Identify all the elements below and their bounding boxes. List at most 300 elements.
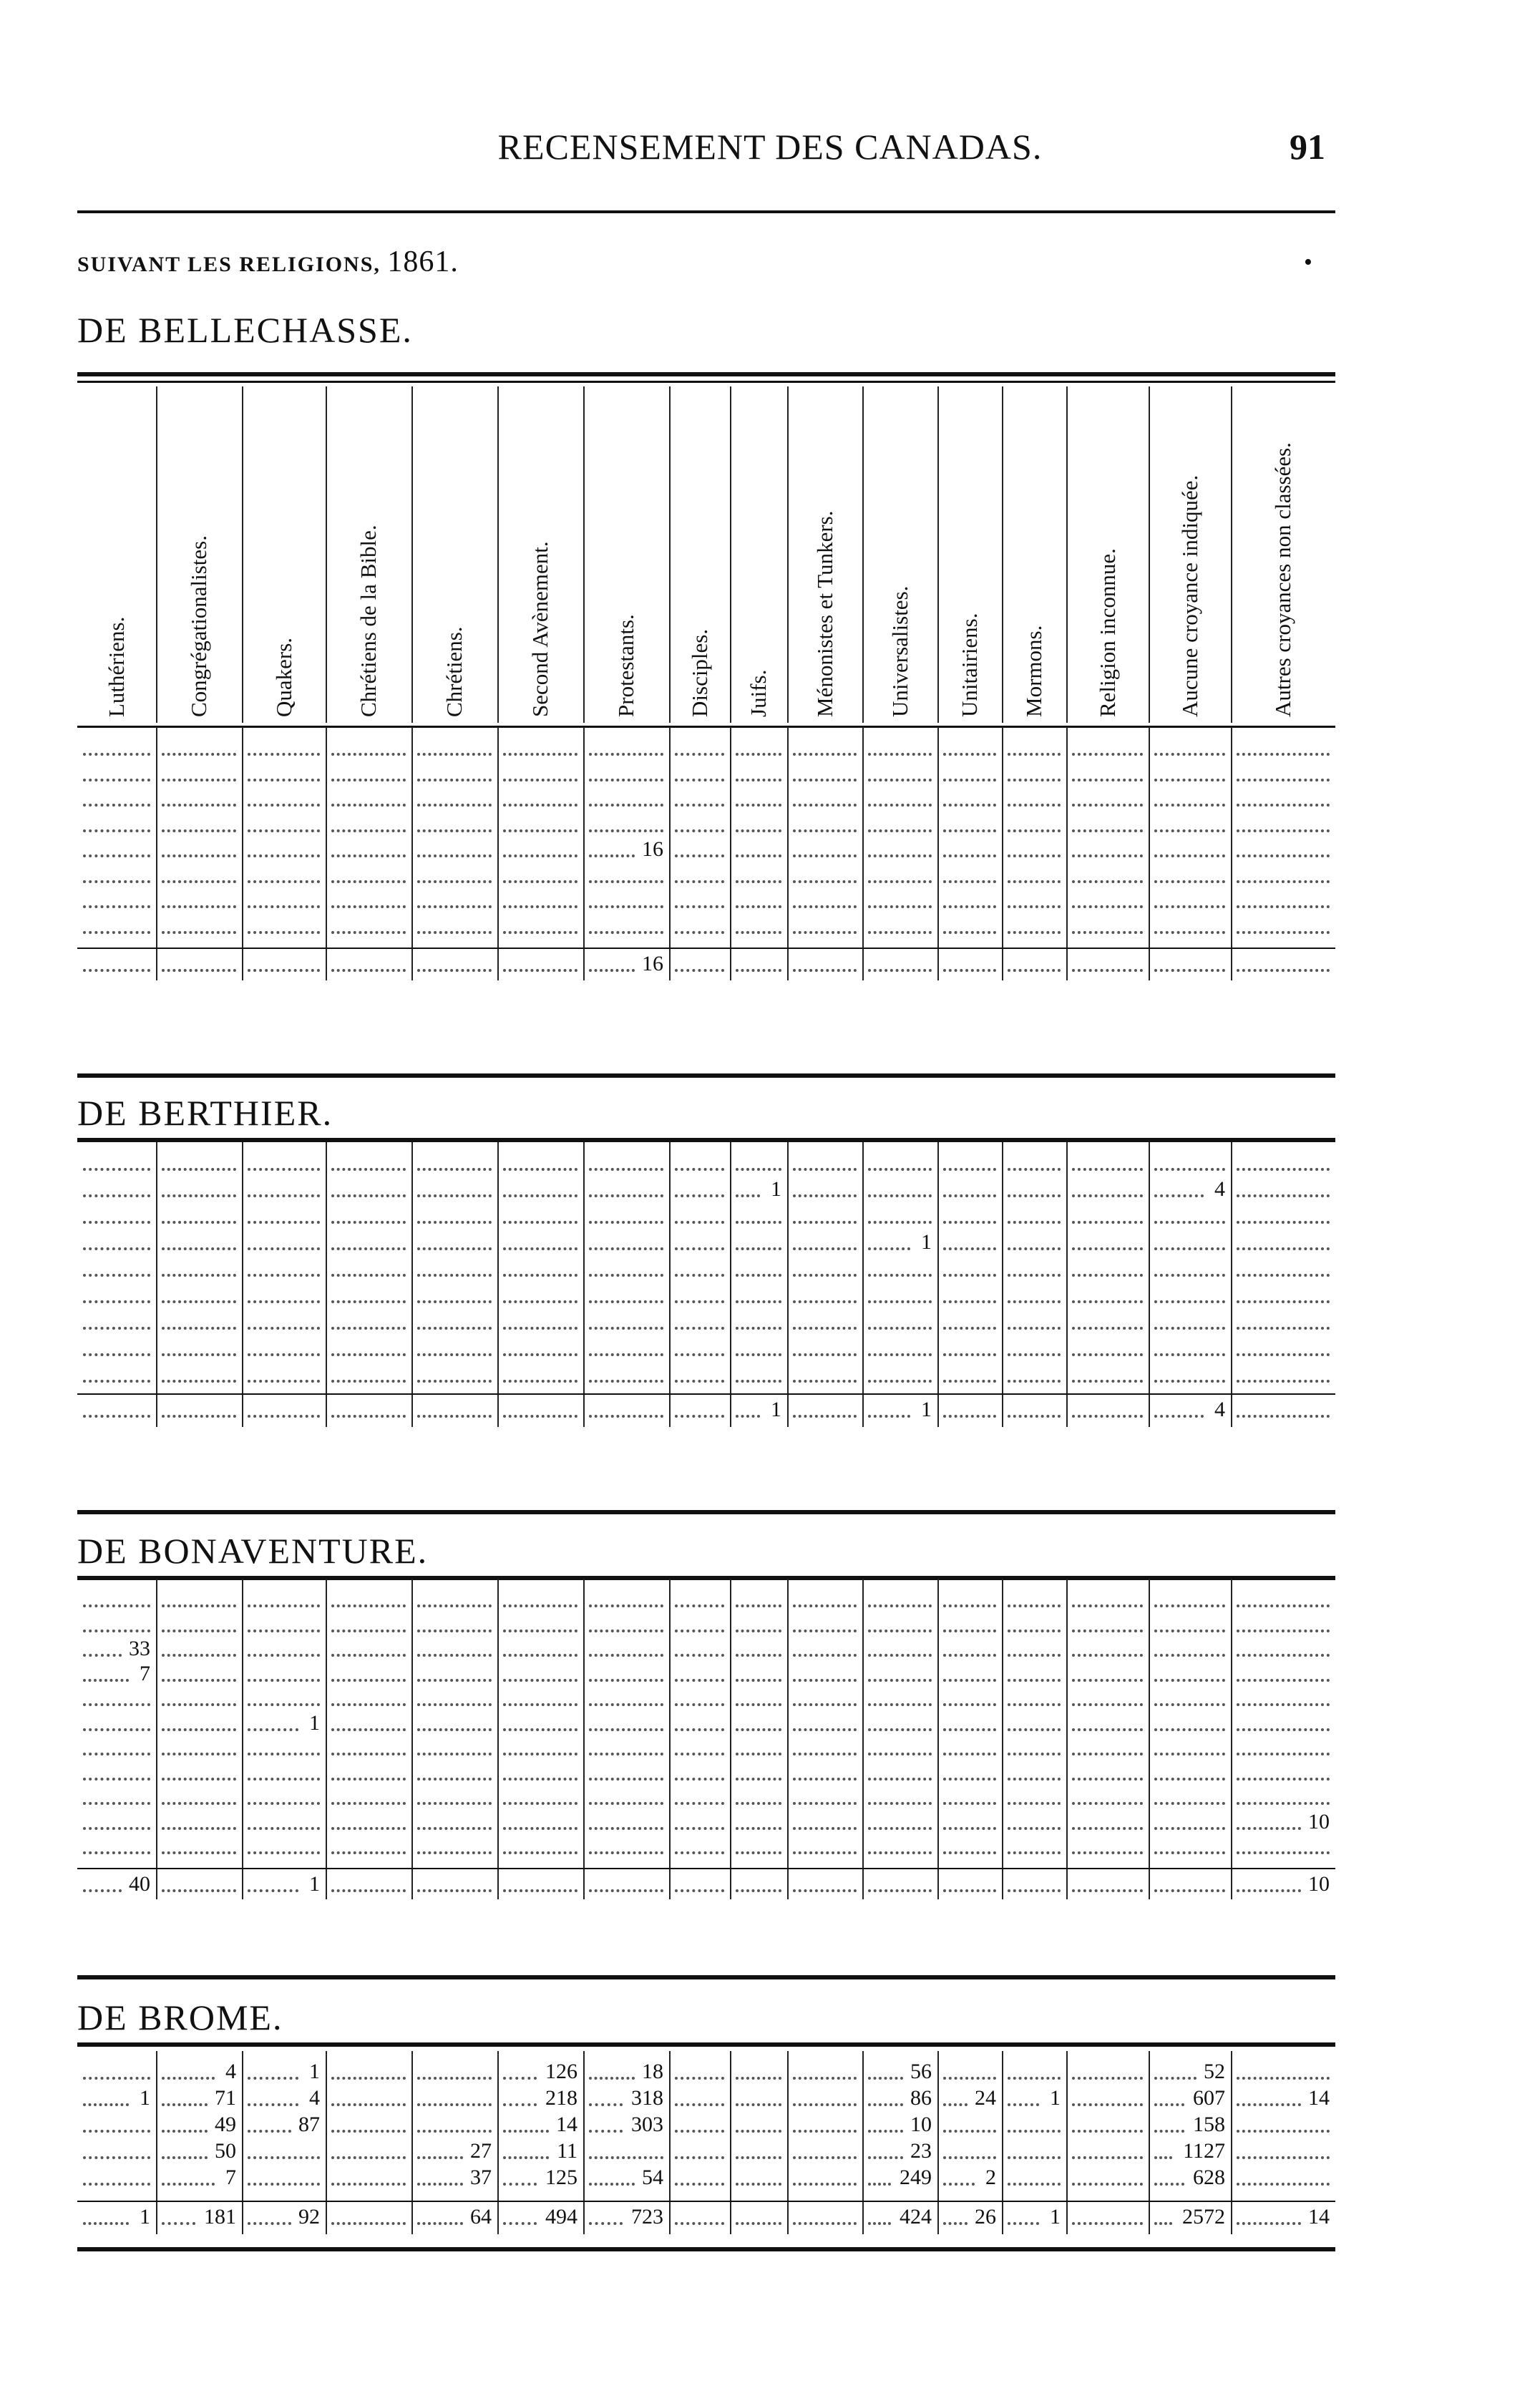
total-leader [503,1889,578,1894]
leader-dots [162,1300,236,1305]
leader-dots [1154,1851,1225,1856]
total-leader [1072,2222,1143,2226]
leader-dots [503,1703,578,1708]
total-rule [77,948,1335,949]
leader-dots [675,1753,724,1757]
leader-dots [331,1802,406,1806]
leader-dots [1154,1353,1225,1358]
leader-dots [868,1168,932,1172]
column-divider [1231,1142,1232,1427]
leader-dots [1072,829,1143,834]
leader-dots [793,2156,857,2161]
leader-dots [675,1604,724,1609]
leader-dots [1008,1247,1061,1252]
column-divider [326,1142,327,1427]
column-divider [242,1579,243,1899]
leader-dots [675,854,724,859]
total-leader [736,2222,781,2226]
leader-dots [943,1802,996,1806]
leader-dots [1237,1703,1330,1708]
leader-dots [675,1221,724,1225]
total-value: 1 [771,1398,781,1421]
leader-dots [1154,1728,1225,1733]
leader-dots [83,1728,150,1733]
leader-dots [589,1274,663,1278]
leader-dots [943,905,996,910]
leader-dots [417,905,492,910]
leader-dots [736,2183,781,2187]
total-value: 1 [140,2205,150,2229]
total-leader [868,1889,932,1894]
leader-dots [589,1728,663,1733]
leader-dots [943,854,996,859]
total-leader [1154,1889,1225,1894]
leader-dots [503,1300,578,1305]
leader-dots [248,1679,320,1683]
column-divider [1002,2051,1003,2234]
leader-dots [248,804,320,808]
leader-dots [1154,1327,1225,1331]
leader-dots [736,1327,781,1331]
leader-dots [1072,2103,1143,2108]
section-top-rule [77,1576,1335,1580]
section-top-rule [77,1138,1335,1142]
column-divider [937,727,939,980]
cell-value: 50 [215,2139,236,2163]
leader-dots [1237,1300,1330,1305]
cell-value: 1 [309,2060,320,2083]
leader-dots [1154,1654,1225,1658]
leader-dots [868,1753,932,1757]
leader-dots [248,1654,320,1658]
leader-dots [589,1327,663,1331]
leader-dots [1154,1274,1225,1278]
leader-dots [417,1168,492,1172]
leader-dots [417,804,492,808]
leader-dots [1237,905,1330,910]
leader-dots [943,1728,996,1733]
leader-dots [589,1753,663,1757]
leader-dots [675,1380,724,1384]
leader-dots [162,1194,236,1199]
leader-dots [83,753,150,757]
leader-dots [793,1274,857,1278]
leader-dots [503,804,578,808]
leader-dots [248,753,320,757]
cell-value: 33 [129,1637,150,1660]
leader-dots [331,1703,406,1708]
leader-dots [1072,1728,1143,1733]
leader-dots [162,854,236,859]
leader-dots [1008,829,1061,834]
total-leader [675,1889,724,1894]
leader-dots [503,1630,578,1634]
leader-dots [736,1247,781,1252]
total-value: 10 [1308,1871,1330,1896]
cell-value: 7 [140,1661,150,1685]
column-header-label: Unitairiens. [957,613,982,717]
leader-dots [503,779,578,783]
leader-dots [793,1851,857,1856]
cell-value: 14 [556,2113,578,2136]
total-leader [162,1889,236,1894]
leader-dots [1072,1274,1143,1278]
leader-dots [1072,1778,1143,1782]
leader-dots [1008,1630,1061,1634]
leader-dots [589,753,663,757]
leader-dots [793,1802,857,1806]
leader-dots [503,1194,578,1199]
leader-dots [1072,1168,1143,1172]
leader-dots [1072,1654,1143,1658]
leader-dots [868,1300,932,1305]
leader-dots [736,2156,781,2161]
total-value: 181 [204,2205,236,2229]
leader-dots [162,1728,236,1733]
leader-dots [331,2103,406,2108]
total-value: 424 [900,2205,932,2229]
leader-dots [1008,1703,1061,1708]
leader-dots [162,1654,236,1658]
column-divider [583,2051,585,2234]
total-leader [248,969,320,973]
leader-dots [793,905,857,910]
leader-dots [1154,779,1225,783]
leader-dots [1008,1654,1061,1658]
leader-dots [1008,1353,1061,1358]
leader-dots [162,804,236,808]
total-leader [1154,969,1225,973]
total-leader [417,1415,492,1419]
leader-dots [417,829,492,834]
cell-value: 4 [309,2086,320,2110]
cell-value: 11 [557,2139,578,2163]
leader-dots [736,1679,781,1683]
leader-dots [589,1802,663,1806]
total-leader [331,1889,406,1894]
leader-dots [503,1168,578,1172]
column-divider [1231,1579,1232,1899]
leader-dots [1008,1327,1061,1331]
leader-dots [1154,880,1225,885]
leader-dots [675,1300,724,1305]
cell-value: 628 [1193,2166,1225,2189]
leader-dots [736,854,781,859]
section-bottom-rule [77,1073,1335,1078]
section-top-rule [77,2042,1335,2047]
leader-dots [868,1353,932,1358]
leader-dots [248,1194,320,1199]
leader-dots [943,829,996,834]
leader-dots [1237,1353,1330,1358]
leader-dots [248,2183,320,2187]
leader-dots [417,1802,492,1806]
total-leader [83,969,150,973]
leader-dots [83,829,150,834]
leader-dots [417,1778,492,1782]
leader-dots [331,1274,406,1278]
leader-dots [1008,1778,1061,1782]
leader-dots [1072,2183,1143,2187]
cell-value: 23 [910,2139,932,2163]
leader-dots [736,804,781,808]
leader-dots [1237,854,1330,859]
leader-dots [675,1802,724,1806]
leader-dots [675,2183,724,2187]
leader-dots [503,1827,578,1831]
leader-dots [589,880,663,885]
leader-dots [1237,1753,1330,1757]
leader-dots [943,1194,996,1199]
column-divider [937,2051,939,2234]
total-value: 2572 [1182,2205,1225,2229]
leader-dots [503,1802,578,1806]
leader-dots [589,931,663,935]
leader-dots [83,880,150,885]
leader-dots [162,1851,236,1856]
total-value: 1 [309,1871,320,1896]
leader-dots [1237,1851,1330,1856]
leader-dots [1008,779,1061,783]
column-header-label: Religion inconnue. [1094,548,1120,717]
column-divider [1149,727,1150,980]
leader-dots [589,905,663,910]
total-leader [1072,1415,1143,1419]
leader-dots [83,1221,150,1225]
leader-dots [1154,931,1225,935]
column-divider [583,727,585,980]
leader-dots [675,779,724,783]
leader-dots [675,1168,724,1172]
column-divider [1002,727,1003,980]
column-divider [1002,1142,1003,1427]
leader-dots [83,1604,150,1609]
leader-dots [331,880,406,885]
leader-dots [83,1380,150,1384]
leader-dots [1008,1300,1061,1305]
leader-dots [1008,2183,1061,2187]
leader-dots [417,1728,492,1733]
column-divider [497,1142,499,1427]
leader-dots [503,1247,578,1252]
leader-dots [943,1380,996,1384]
leader-dots [675,1851,724,1856]
total-leader [83,1415,150,1419]
leader-dots [248,931,320,935]
leader-dots [868,1679,932,1683]
leader-dots [1008,1827,1061,1831]
leader-dots [162,1778,236,1782]
leader-dots [589,1221,663,1225]
leader-dots [162,1168,236,1172]
leader-dots [736,2130,781,2134]
leader-dots [793,753,857,757]
leader-dots [503,931,578,935]
leader-dots [736,1753,781,1757]
leader-dots [248,905,320,910]
leader-dots [1237,2077,1330,2081]
leader-dots [83,804,150,808]
leader-dots [1072,804,1143,808]
section-bottom-rule [77,1975,1335,1979]
leader-dots [331,1221,406,1225]
leader-dots [1008,854,1061,859]
leader-dots [417,2130,492,2134]
leader-dots [417,1827,492,1831]
leader-dots [162,1679,236,1683]
leader-dots [1072,2130,1143,2134]
column-header-label: Ménonistes et Tunkers. [812,510,837,717]
leader-dots [503,1753,578,1757]
leader-dots [83,1274,150,1278]
leader-dots [793,2183,857,2187]
leader-dots [1072,1194,1143,1199]
leader-dots [793,779,857,783]
leader-dots [943,880,996,885]
leader-dots [943,931,996,935]
leader-dots [675,829,724,834]
leader-dots [83,1703,150,1708]
leader-dots [589,1851,663,1856]
leader-dots [1008,1221,1061,1225]
leader-dots [1008,880,1061,885]
column-divider [242,727,243,980]
leader-dots [162,1604,236,1609]
leader-dots [1237,1327,1330,1331]
leader-dots [868,1802,932,1806]
leader-dots [675,1274,724,1278]
cell-value: 86 [910,2086,932,2110]
leader-dots [589,1194,663,1199]
leader-dots [162,829,236,834]
column-header-label: Autres croyances non classées. [1270,442,1295,717]
leader-dots [331,1630,406,1634]
leader-dots [868,1630,932,1634]
leader-dots [736,829,781,834]
leader-dots [943,1247,996,1252]
leader-dots [1072,905,1143,910]
leader-dots [868,1380,932,1384]
total-leader [162,969,236,973]
leader-dots [736,1778,781,1782]
total-leader [503,1415,578,1419]
leader-dots [793,1247,857,1252]
leader-dots [589,1353,663,1358]
leader-dots [331,1753,406,1757]
column-divider [862,2051,864,2234]
leader-dots [417,1300,492,1305]
leader-dots [943,1353,996,1358]
leader-dots [503,1851,578,1856]
cell-value: 158 [1193,2113,1225,2136]
total-leader [248,1415,320,1419]
column-header-label: Universalistes. [887,585,912,717]
leader-dots [1237,2130,1330,2134]
total-leader [331,2222,406,2226]
leader-dots [83,1194,150,1199]
leader-dots [417,2103,492,2108]
total-leader [417,1889,492,1894]
leader-dots [162,1827,236,1831]
total-leader [417,969,492,973]
leader-dots [331,1194,406,1199]
leader-dots [1072,1247,1143,1252]
leader-dots [675,1728,724,1733]
leader-dots [331,2183,406,2187]
leader-dots [331,1168,406,1172]
leader-dots [248,1327,320,1331]
column-header-label: Chrétiens de la Bible. [356,525,381,717]
column-divider [156,2051,157,2234]
leader-dots [331,2077,406,2081]
leader-dots [943,1827,996,1831]
leader-dots [675,1703,724,1708]
leader-dots [736,1851,781,1856]
leader-dots [331,1300,406,1305]
subtitle-prefix: SUIVANT LES RELIGIONS, [77,253,381,276]
leader-dots [503,880,578,885]
leader-dots [868,1194,932,1199]
column-divider [1149,1142,1150,1427]
leader-dots [503,1654,578,1658]
leader-dots [675,1247,724,1252]
leader-dots [331,829,406,834]
leader-dots [868,1327,932,1331]
leader-dots [675,880,724,885]
leader-dots [1154,753,1225,757]
leader-dots [331,1353,406,1358]
leader-dots [1154,1679,1225,1683]
leader-dots [868,1221,932,1225]
leader-dots [83,1778,150,1782]
leader-dots [943,1753,996,1757]
leader-dots [1154,1630,1225,1634]
leader-dots [1072,880,1143,885]
column-divider [1066,727,1068,980]
leader-dots [417,1194,492,1199]
cell-value: 10 [1308,1809,1330,1833]
leader-dots [1072,1221,1143,1225]
leader-dots [248,1274,320,1278]
leader-dots [736,1274,781,1278]
total-leader [331,1415,406,1419]
column-divider [862,1142,864,1427]
leader-dots [589,1703,663,1708]
leader-dots [1154,1827,1225,1831]
leader-dots [1237,1380,1330,1384]
leader-dots [83,1300,150,1305]
column-header-label: Second Avènement. [527,541,552,717]
column-header-label: Protestants. [613,614,638,717]
column-divider [583,1142,585,1427]
leader-dots [589,2156,663,2161]
leader-dots [417,931,492,935]
total-leader [793,969,857,973]
leader-dots [417,2077,492,2081]
leader-dots [868,779,932,783]
total-value: 4 [1214,1398,1225,1421]
leader-dots [736,905,781,910]
leader-dots [248,1604,320,1609]
total-value: 64 [470,2205,492,2229]
leader-dots [675,1654,724,1658]
total-leader [736,969,781,973]
column-divider [411,1142,413,1427]
leader-dots [417,1247,492,1252]
leader-dots [83,2183,150,2187]
leader-dots [943,753,996,757]
leader-dots [793,1327,857,1331]
